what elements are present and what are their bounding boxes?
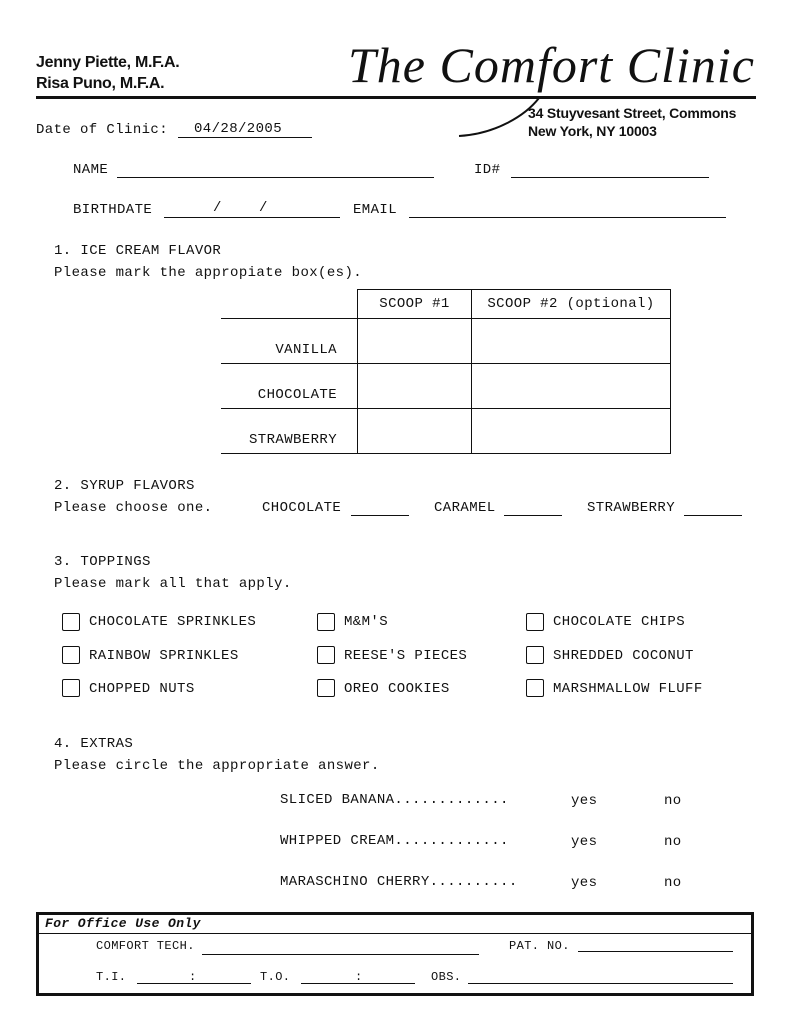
checkbox-reeses-pieces[interactable] xyxy=(317,646,335,664)
cell-strawberry-scoop1[interactable] xyxy=(358,409,472,454)
extra-maraschino-cherry-yes[interactable]: yes xyxy=(571,875,598,891)
patient-number-field[interactable] xyxy=(578,951,733,952)
birthdate-slash-2: / xyxy=(259,200,268,216)
syrup-chocolate-label: CHOCOLATE xyxy=(262,500,342,516)
section1-heading: 1. ICE CREAM FLAVOR xyxy=(54,243,222,259)
column-header-scoop2: SCOOP #2 (optional) xyxy=(472,290,671,319)
cell-chocolate-scoop1[interactable] xyxy=(358,364,472,409)
checkbox-shredded-coconut[interactable] xyxy=(526,646,544,664)
extra-whipped-cream-no[interactable]: no xyxy=(664,834,682,850)
topping-label: REESE'S PIECES xyxy=(344,648,468,664)
email-field[interactable] xyxy=(409,217,726,218)
row-label-strawberry: STRAWBERRY xyxy=(221,409,358,454)
date-line xyxy=(178,137,312,138)
clinic-logo-title: The Comfort Clinic xyxy=(348,37,755,93)
checkbox-chocolate-sprinkles[interactable] xyxy=(62,613,80,631)
name-label: NAME xyxy=(73,162,109,178)
extra-whipped-cream-label: WHIPPED CREAM............. xyxy=(280,833,509,849)
name-field[interactable] xyxy=(117,177,434,178)
clinic-address-line1: 34 Stuyvesant Street, Commons xyxy=(528,105,737,121)
section3-heading: 3. TOPPINGS xyxy=(54,554,151,570)
section1-instruction: Please mark the appropiate box(es). xyxy=(54,265,363,281)
extra-sliced-banana-yes[interactable]: yes xyxy=(571,793,598,809)
cell-vanilla-scoop2[interactable] xyxy=(472,319,671,364)
flavor-table xyxy=(221,289,671,454)
office-use-box xyxy=(36,912,754,996)
cell-vanilla-scoop1[interactable] xyxy=(358,319,472,364)
column-header-scoop1: SCOOP #1 xyxy=(358,290,472,319)
syrup-caramel-field[interactable] xyxy=(504,515,562,516)
id-field[interactable] xyxy=(511,177,709,178)
checkbox-oreo-cookies[interactable] xyxy=(317,679,335,697)
birthdate-label: BIRTHDATE xyxy=(73,202,153,218)
doctor-name-2: Risa Puno, M.F.A. xyxy=(36,75,165,92)
checkbox-chopped-nuts[interactable] xyxy=(62,679,80,697)
checkbox-marshmallow-fluff[interactable] xyxy=(526,679,544,697)
cell-chocolate-scoop2[interactable] xyxy=(472,364,671,409)
table-row xyxy=(221,409,671,454)
section4-instruction: Please circle the appropriate answer. xyxy=(54,758,380,774)
syrup-caramel-label: CARAMEL xyxy=(434,500,496,516)
extra-sliced-banana-label: SLICED BANANA............. xyxy=(280,792,509,808)
email-label: EMAIL xyxy=(353,202,398,218)
checkbox-chocolate-chips[interactable] xyxy=(526,613,544,631)
observations-field[interactable] xyxy=(468,983,733,984)
header-rule xyxy=(36,96,756,99)
checkbox-rainbow-sprinkles[interactable] xyxy=(62,646,80,664)
doctor-name-1: Jenny Piette, M.F.A. xyxy=(36,54,180,71)
patient-number-label: PAT. NO. xyxy=(509,939,570,953)
checkbox-mms[interactable] xyxy=(317,613,335,631)
clinic-address-line2: New York, NY 10003 xyxy=(528,123,657,139)
topping-label: CHOPPED NUTS xyxy=(89,681,195,697)
section4-heading: 4. EXTRAS xyxy=(54,736,134,752)
cell-strawberry-scoop2[interactable] xyxy=(472,409,671,454)
office-use-header xyxy=(39,915,751,934)
table-row xyxy=(221,319,671,364)
row-label-chocolate: CHOCOLATE xyxy=(221,364,358,409)
extra-sliced-banana-no[interactable]: no xyxy=(664,793,682,809)
time-in-colon: : xyxy=(189,970,197,984)
syrup-strawberry-field[interactable] xyxy=(684,515,742,516)
syrup-chocolate-field[interactable] xyxy=(351,515,409,516)
office-use-heading: For Office Use Only xyxy=(45,916,201,931)
birthdate-slash-1: / xyxy=(213,200,222,216)
id-label: ID# xyxy=(474,162,501,178)
topping-label: RAINBOW SPRINKLES xyxy=(89,648,239,664)
date-label: Date of Clinic: xyxy=(36,122,169,138)
section3-instruction: Please mark all that apply. xyxy=(54,576,292,592)
topping-label: OREO COOKIES xyxy=(344,681,450,697)
topping-label: CHOCOLATE CHIPS xyxy=(553,614,686,630)
topping-label: MARSHMALLOW FLUFF xyxy=(553,681,703,697)
observations-label: OBS. xyxy=(431,970,462,984)
extra-maraschino-cherry-label: MARASCHINO CHERRY.......... xyxy=(280,874,518,890)
topping-label: SHREDDED COCONUT xyxy=(553,648,694,664)
extra-maraschino-cherry-no[interactable]: no xyxy=(664,875,682,891)
time-out-label: T.O. xyxy=(260,970,291,984)
birthdate-field[interactable] xyxy=(164,217,340,218)
topping-label: CHOCOLATE SPRINKLES xyxy=(89,614,257,630)
section2-instruction: Please choose one. xyxy=(54,500,213,516)
extra-whipped-cream-yes[interactable]: yes xyxy=(571,834,598,850)
row-label-vanilla: VANILLA xyxy=(221,319,358,364)
comfort-tech-field[interactable] xyxy=(202,954,479,955)
comfort-tech-label: COMFORT TECH. xyxy=(96,939,195,953)
section2-heading: 2. SYRUP FLAVORS xyxy=(54,478,195,494)
time-out-colon: : xyxy=(355,970,363,984)
topping-label: M&M'S xyxy=(344,614,389,630)
syrup-strawberry-label: STRAWBERRY xyxy=(587,500,676,516)
date-value[interactable]: 04/28/2005 xyxy=(194,121,283,137)
time-in-label: T.I. xyxy=(96,970,127,984)
table-row xyxy=(221,364,671,409)
table-corner xyxy=(221,290,358,319)
